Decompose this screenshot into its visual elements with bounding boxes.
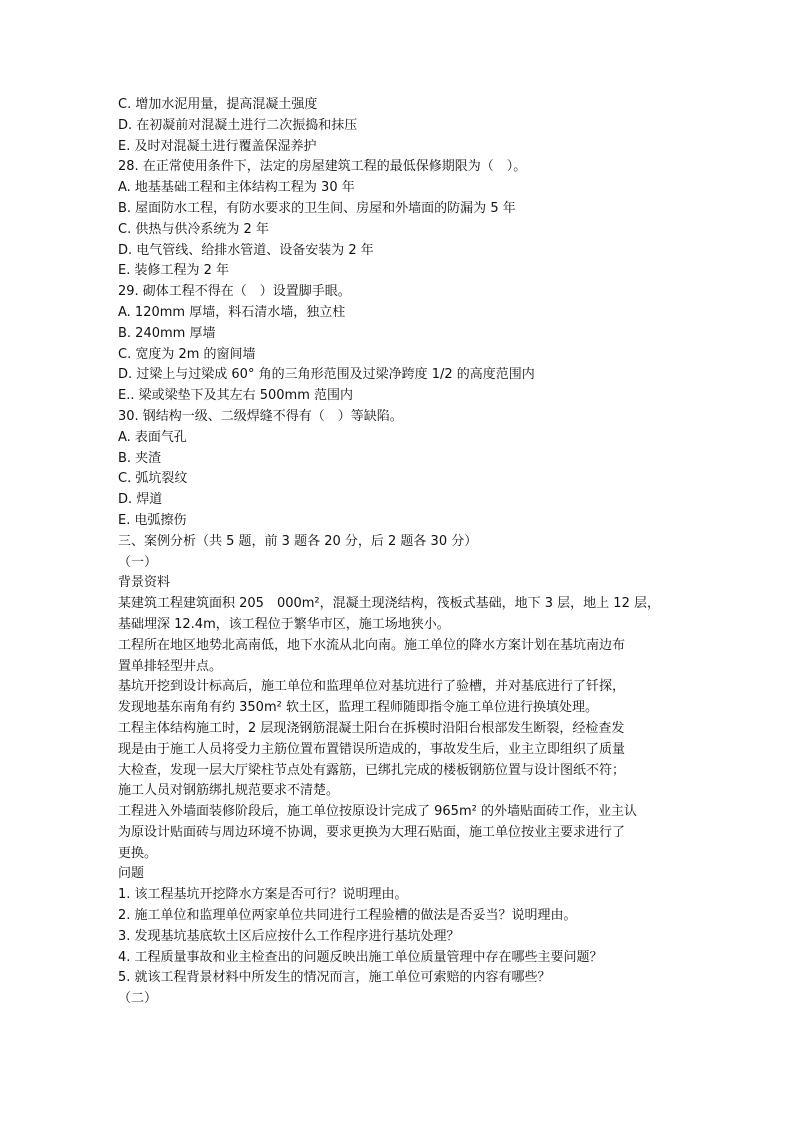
option-b: B. 夹渣 [118,450,162,466]
document-body [118,95,678,1010]
question-stem: 28. 在正常使用条件下，法定的房屋建筑工程的最低保修期限为（ ）。 [118,159,527,175]
option-e: E. 装修工程为 2 年 [118,263,230,279]
question-30 [118,407,678,532]
option-a: A. 地基基础工程和主体结构工程为 30 年 [118,180,355,196]
background-paragraph: 工程主体结构施工时，2 层现浇钢筋混凝土阳台在拆模时沿阳台根部发生断裂，经检查发 现是由于施工人员将受力主筋位置布置错误所造成的，事故发生后，业主立即组织了质量 大检查，发现一层大厅梁柱节点处有露筋，已绑扎完成的楼板钢筋位置与设计图纸不符； 施工人员对钢筋绑扎规范要求不清楚。 [118,720,626,799]
question-stem: 29. 砌体工程不得在（ ）设置脚手眼。 [118,284,351,300]
question-stem: 30. 钢结构一级、二级焊缝不得有（ ）等缺陷。 [118,408,403,424]
case-number: （一） [118,554,158,570]
option-b: B. 屋面防水工程，有防水要求的卫生间、房屋和外墙面的防漏为 5 年 [118,200,516,216]
option-c: C. 供热与供冷系统为 2 年 [118,221,269,237]
case-number: （二） [118,991,158,1007]
question-29 [118,282,678,407]
case-question: 5. 就该工程背景材料中所发生的情况而言，施工单位可索赔的内容有哪些？ [118,970,551,986]
background-paragraph: 工程所在地区地势北高南低，地下水流从北向南。施工单位的降水方案计划在基坑南边布 置单排轻型井点。 [118,637,626,674]
section-case-analysis [118,532,678,1010]
option-e: E.. 梁或梁垫下及其左右 500mm 范围内 [118,388,354,404]
background-paragraph: 基坑开挖到设计标高后，施工单位和监理单位对基坑进行了验槽，并对基底进行了钎探， 发现地基东南角有约 350m² 软土区，监理工程师随即指令施工单位进行换填处理。 [118,679,626,716]
background-paragraph: 某建筑工程建筑面积 205 000m²，混凝土现浇结构，筏板式基础，地下 3 层，地上 12 层， 基础埋深 12.4m，该工程位于繁华市区，施工场地狭小。 [118,596,660,632]
option-a: A. 表面气孔 [118,429,187,445]
option-e: E. 及时对混凝土进行覆盖保湿养护 [118,138,317,154]
option-b: B. 240mm 厚墙 [118,325,216,341]
option-d: D. 焊道 [118,492,163,508]
option-d: D. 在初凝前对混凝土进行二次振捣和抹压 [118,117,358,133]
questions-label: 问题 [118,866,145,882]
case-question: 1. 该工程基坑开挖降水方案是否可行？说明理由。 [118,887,408,903]
option-c: C. 增加水泥用量，提高混凝土强度 [118,97,318,112]
background-label: 背景资料 [118,575,171,591]
question-27-remaining-options [118,95,678,157]
question-28 [118,157,678,282]
case-question: 2. 施工单位和监理单位两家单位共同进行工程验槽的做法是否妥当？说明理由。 [118,908,577,924]
background-paragraph: 工程进入外墙面装修阶段后，施工单位按原设计完成了 965m² 的外墙贴面砖工作，业主认 为原设计贴面砖与周边环境不协调，要求更换为大理石贴面，施工单位按业主要求进行了 更换。 [118,804,637,861]
option-c: C. 宽度为 2m 的窗间墙 [118,346,256,362]
option-c: C. 弧坑裂纹 [118,471,188,487]
case-question: 3. 发现基坑基底软土区后应按什么工作程序进行基坑处理？ [118,928,460,944]
case-question: 4. 工程质量事故和业主检查出的问题反映出施工单位质量管理中存在哪些主要问题？ [118,949,603,965]
section-heading: 三、案例分析（共 5 题，前 3 题各 20 分，后 2 题各 30 分） [118,533,478,549]
option-a: A. 120mm 厚墙，料石清水墙，独立柱 [118,304,346,320]
option-e: E. 电弧擦伤 [118,512,187,528]
option-d: D. 过梁上与过梁成 60° 角的三角形范围及过梁净跨度 1/2 的高度范围内 [118,367,535,383]
option-d: D. 电气管线、给排水管道、设备安装为 2 年 [118,242,374,258]
